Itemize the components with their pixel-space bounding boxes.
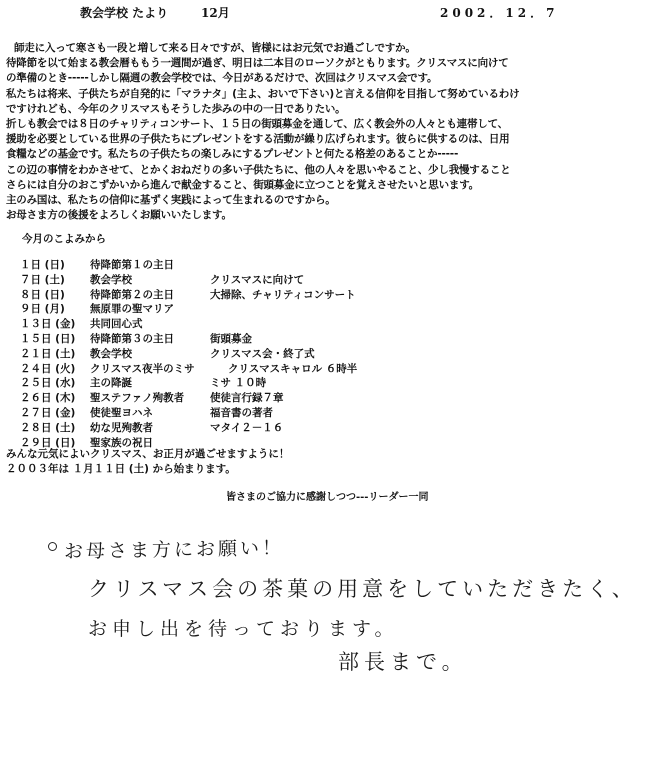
body-line: 主のみ国は、私たちの信仰に基ずく実践によって生まれるのですから。 bbox=[6, 194, 336, 207]
calendar-date: ２８日 (土) bbox=[20, 421, 76, 434]
calendar-event: 教会学校 bbox=[90, 273, 132, 286]
calendar-event: 聖ステファノ殉教者 bbox=[90, 392, 185, 405]
body-line: 食糧などの基金です。私たちの子供たちの楽しみにするプレゼントと何たる格差のあることか----- bbox=[6, 148, 459, 161]
calendar-event: 無原罪の聖マリア bbox=[90, 303, 174, 316]
calendar-event: 共同回心式 bbox=[90, 318, 143, 331]
leader-thanks: 皆さまのご協力に感謝しつつ---リーダー一同 bbox=[226, 492, 429, 503]
body-line: 折しも教会では８日のチャリティコンサート、１５日の街頭募金を通して、広く教会外の人々とも連帯して、 bbox=[6, 118, 508, 131]
body-line: 私たちは将来、子供たちが自発的に「マラナタ」(主よ、おいで下さい)と言える信仰を目指して努めているわけ bbox=[6, 87, 520, 100]
calendar-date: １３日 (金) bbox=[20, 318, 76, 331]
handwritten-request-heading: お母さま方にお願い！ bbox=[63, 537, 285, 563]
body-line: 師走に入って寒さも一段と増して来る日々ですが、皆様にはお元気でお過ごしですか。 bbox=[14, 42, 416, 54]
calendar-event: 幼な児殉教者 bbox=[90, 421, 153, 434]
body-line: 援助を必要としている世界の子供たちにプレゼントをする活動が繰り広げられます。彼らに供するのは、日用 bbox=[6, 133, 510, 146]
newsletter-header bbox=[0, 4, 645, 24]
body-paragraph bbox=[6, 41, 638, 223]
calendar-date: ２９日 (日) bbox=[20, 436, 76, 449]
calendar-event: 待降節第１の主日 bbox=[90, 259, 174, 271]
calendar-note: クリスマスに向けて bbox=[210, 273, 305, 286]
circle-bullet-icon bbox=[48, 542, 57, 551]
calendar-event: 教会学校 bbox=[90, 347, 132, 360]
body-line: さらには自分のおこずかいから進んで献金すること、街頭募金に立つことを覚えさせたいと思います。 bbox=[6, 178, 479, 191]
calendar-note: 街頭募金 bbox=[210, 332, 252, 345]
calendar-date: １日 (日) bbox=[20, 259, 65, 271]
newsletter-date: 2002．12．7 bbox=[440, 6, 559, 20]
handwritten-line: お申し出を待っております。 bbox=[88, 618, 399, 640]
calendar-note: クリスマス会・終了式 bbox=[210, 347, 315, 360]
newsletter-month: 12月 bbox=[201, 6, 230, 20]
body-line: の準備のとき-----しかし隔週の教会学校では、今日があるだけで、次回はクリスマス会です。 bbox=[6, 72, 438, 85]
calendar-event: 待降節第２の主日 bbox=[90, 288, 174, 301]
calendar-note: 使徒言行録７章 bbox=[210, 392, 284, 405]
calendar-date: １５日 (日) bbox=[20, 332, 76, 345]
body-line: 待降節を以て始まる教会暦ももう一週間が過ぎ、明日は二本目のローソクがともります。クリスマスに向けて bbox=[6, 57, 509, 70]
calendar-note: クリスマスキャロル ６時半 bbox=[228, 362, 358, 375]
calendar-date: ２６日 (木) bbox=[20, 392, 76, 405]
calendar-date: ２１日 (土) bbox=[20, 347, 76, 360]
calendar-event: クリスマス夜半のミサ bbox=[90, 362, 195, 375]
calendar-note: ミサ １０時 bbox=[210, 377, 267, 390]
closing-message bbox=[6, 447, 289, 477]
calendar-heading: 今月のこよみから bbox=[22, 233, 106, 245]
calendar-event: 主の降誕 bbox=[90, 377, 132, 390]
calendar-date: ７日 (土) bbox=[20, 273, 65, 286]
calendar-event: 聖家族の祝日 bbox=[90, 436, 153, 449]
calendar-date: ２７日 (金) bbox=[20, 406, 76, 419]
body-line: この辺の事情をわかさせて、とかくおねだりの多い子供たちに、他の人々を思いやること、少し我慢すること bbox=[6, 163, 511, 176]
calendar-date: ２４日 (火) bbox=[20, 362, 76, 375]
calendar-date: ８日 (日) bbox=[20, 288, 65, 301]
closing-line: みんな元気によいクリスマス、お正月が過ごせますように！ bbox=[6, 448, 290, 460]
body-line: お母さま方の後援をよろしくお願いいたします。 bbox=[6, 209, 232, 222]
calendar-date: ９日 (月) bbox=[20, 303, 65, 316]
calendar-date: ２５日 (水) bbox=[20, 377, 76, 390]
handwritten-signoff: 部長まで。 bbox=[338, 650, 468, 674]
calendar-event: 待降節第３の主日 bbox=[90, 332, 174, 345]
calendar-note: 大掃除、チャリティコンサート bbox=[210, 288, 356, 301]
body-line: ですけれども、今年のクリスマスもそうした歩みの中の一日でありたい。 bbox=[6, 102, 346, 115]
calendar-note: 福音書の著者 bbox=[210, 406, 273, 419]
calendar-event: 使徒聖ヨハネ bbox=[90, 406, 153, 419]
closing-line: ２００３年は １月１１日 (土) から始まります。 bbox=[6, 463, 236, 475]
handwritten-line: クリスマス会の茶菓の用意をしていただきたく、 bbox=[88, 577, 637, 601]
newsletter-title: 教会学校 たより bbox=[80, 6, 169, 20]
calendar-note: マタイ２－１６ bbox=[210, 421, 284, 434]
